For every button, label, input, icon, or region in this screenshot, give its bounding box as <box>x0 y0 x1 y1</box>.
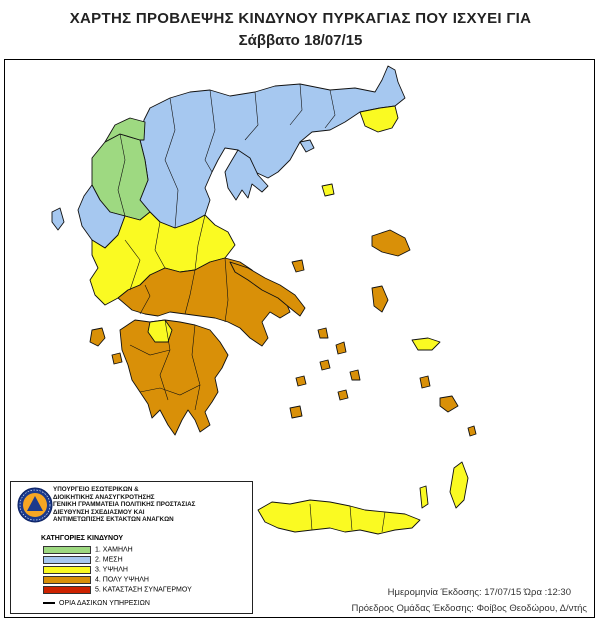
region-cyclades-6 <box>338 390 348 400</box>
region-skyros <box>292 260 304 272</box>
region-samos <box>412 338 440 350</box>
legend-label: 4. ΠΟΛΥ ΥΨΗΛΗ <box>95 576 149 584</box>
issue-chair: Πρόεδρος Ομάδας Έκδοσης: Φοίβος Θεοδώρου, Δ/ντής <box>351 603 587 614</box>
legend-item-alarm <box>43 586 192 594</box>
region-cyclades-4 <box>350 370 360 380</box>
region-cyclades-5 <box>296 376 306 386</box>
legend-label: ΟΡΙΑ ΔΑΣΙΚΩΝ ΥΠΗΡΕΣΙΩΝ <box>59 600 150 607</box>
region-cyclades-3 <box>320 360 330 370</box>
legend-label: 3. ΥΨΗΛΗ <box>95 566 128 574</box>
region-cyclades-7 <box>290 406 302 418</box>
legend-swatch <box>43 546 91 554</box>
region-zakynthos <box>112 353 122 364</box>
legend-label: 5. ΚΑΤΑΣΤΑΣΗ ΣΥΝΑΓΕΡΜΟΥ <box>95 586 192 594</box>
legend-label: 2. ΜΕΣΗ <box>95 556 123 564</box>
legend-label: 1. ΧΑΜΗΛΗ <box>95 546 133 554</box>
legend-swatch <box>43 586 91 594</box>
map-title: ΧΑΡΤΗΣ ΠΡΟΒΛΕΨΗΣ ΚΙΝΔΥΝΟΥ ΠΥΡΚΑΓΙΑΣ ΠΟΥ ΙΣΧΥΕΙ ΓΙΑ <box>69 10 532 27</box>
legend-swatch <box>43 556 91 564</box>
agency-line: ΔΙΟΙΚΗΤΙΚΗΣ ΑΝΑΣΥΓΚΡΟΤΗΣΗΣ <box>53 493 155 501</box>
legend-swatch <box>43 576 91 584</box>
legend-item-low <box>43 546 133 554</box>
civil-protection-emblem-icon <box>17 487 53 523</box>
region-dodecanese-1 <box>440 396 458 412</box>
risk-categories-title: ΚΑΤΗΓΟΡΙΕΣ ΚΙΝΔΥΝΟΥ <box>41 535 124 542</box>
region-kefalonia <box>90 328 105 346</box>
issue-date: Ημερομηνία Έκδοσης: 17/07/15 Ώρα :12:30 <box>387 587 571 598</box>
legend-item-medium <box>43 556 123 564</box>
legend-item-boundaries <box>43 600 150 607</box>
region-thasos <box>300 140 314 152</box>
region-macedonia-thrace <box>140 66 405 228</box>
agency-line: ΓΕΝΙΚΗ ΓΡΑΜΜΑΤΕΙΑ ΠΟΛΙΤΙΚΗΣ ΠΡΟΣΤΑΣΙΑΣ <box>53 501 196 509</box>
legend-item-very-high <box>43 576 149 584</box>
agency-line: ΑΝΤΙΜΕΤΩΠΙΣΗΣ ΕΚΤΑΚΤΩΝ ΑΝΑΓΚΩΝ <box>53 516 174 524</box>
region-karpathos <box>420 486 428 508</box>
map-date: Σάββατο 18/07/15 <box>238 32 363 49</box>
region-corfu <box>52 208 64 230</box>
agency-name <box>53 486 248 524</box>
region-limnos <box>322 184 334 196</box>
region-dodecanese-3 <box>468 426 476 436</box>
agency-line: ΥΠΟΥΡΓΕΙΟ ΕΣΩΤΕΡΙΚΩΝ & <box>53 486 139 493</box>
region-peloponnese <box>120 320 228 435</box>
boundary-line-swatch <box>43 602 55 604</box>
region-cyclades-1 <box>318 328 328 338</box>
legend-item-high <box>43 566 128 574</box>
region-cyclades-2 <box>336 342 346 354</box>
region-chios <box>372 286 388 312</box>
region-lesvos <box>372 230 410 256</box>
region-crete <box>258 500 420 534</box>
region-dodecanese-2 <box>420 376 430 388</box>
legend-swatch <box>43 566 91 574</box>
region-rhodes <box>450 462 468 508</box>
legend-panel <box>10 481 253 614</box>
agency-line: ΔΙΕΥΘΥΝΣΗ ΣΧΕΔΙΑΣΜΟΥ ΚΑΙ <box>53 508 145 516</box>
